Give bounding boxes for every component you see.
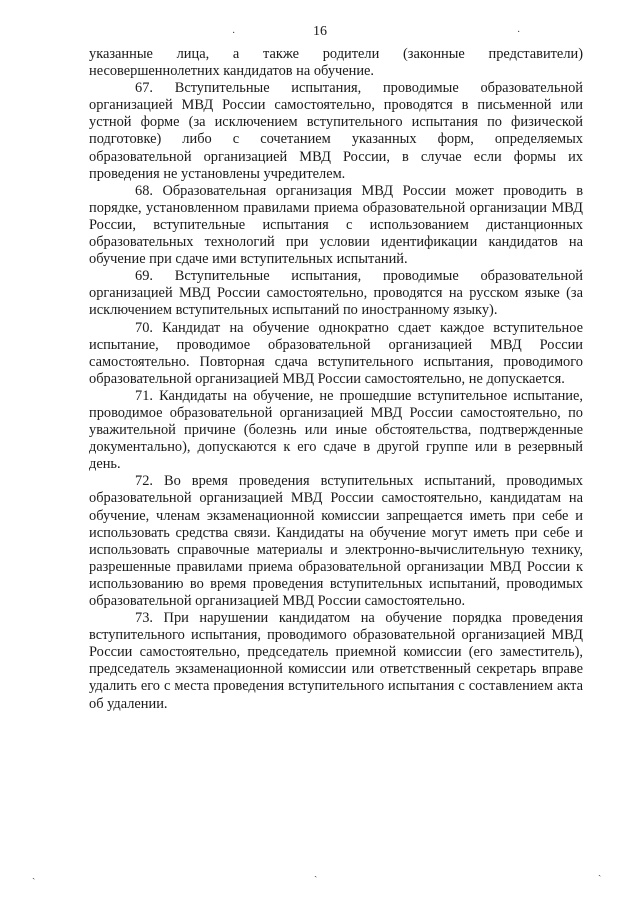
- paragraph-71: 71. Кандидаты на обучение, не прошедшие вступительное испытание, проводимое образовательной организацией МВД России самостоятельно, по уважительной причине (болезнь или иные обстоятельства, подтвержденные документально), допускаются к его сдаче в другой группе или в резервный день.: [89, 387, 583, 473]
- page-number: 16: [313, 24, 327, 39]
- paragraph-68: 68. Образовательная организация МВД России может проводить в порядке, установленном правилами приема образовательной организации МВД России, вступительные испытания с использованием дистанционных образовательных технологий при условии идентификации кандидатов на обучение при сдаче ими вступительных испытаний.: [89, 182, 583, 268]
- scan-speck: ˏ: [32, 869, 36, 880]
- scan-speck: ˏ: [314, 867, 318, 878]
- paragraph-72: 72. Во время проведения вступительных испытаний, проводимых образовательной организацией МВД России самостоятельно, кандидатам на обучение, членам экзаменационной комиссии запрещается иметь при себе и использовать средства связи. Кандидаты на обучение могут иметь при себе и использовать справочные материалы и электронно-вычислительную технику, разрешенные правилами приема образовательной организации МВД России к использованию во время проведения вступительных испытаний, проводимых образовательной организацией МВД России самостоятельно.: [89, 473, 583, 609]
- document-body: [89, 46, 583, 713]
- paragraph-70: 70. Кандидат на обучение однократно сдает каждое вступительное испытание, проводимое образовательной организацией МВД России самостоятельно. Повторная сдача вступительного испытания, проводимого образовательной организацией МВД России самостоятельно, не допускается.: [89, 319, 583, 387]
- paragraph-73: 73. При нарушении кандидатом на обучение порядка проведения вступительного испытания, проводимого образовательной организацией МВД России самостоятельно, председатель приемной комиссии (его заместитель), председатель экзаменационной комиссии или ответственный секретарь вправе удалить его с места проведения вступительного испытания с составлением акта об удалении.: [89, 610, 583, 712]
- scan-speck: ·: [517, 27, 521, 38]
- paragraph-69: 69. Вступительные испытания, проводимые образовательной организацией МВД России самостоятельно, проводятся на русском языке (за исключением вступительных испытаний по иностранному языку).: [89, 268, 583, 319]
- scan-speck: ˏ: [598, 866, 602, 877]
- paragraph-continuation: указанные лица, а также родители (законные представители) несовершеннолетних кандидатов на обучение.: [89, 46, 583, 80]
- paragraph-67: 67. Вступительные испытания, проводимые образовательной организацией МВД России самостоятельно, проводятся в письменной или устной форме (за исключением вступительного испытания по физической подготовке) либо с сочетанием указанных форм, определяемых образовательной организацией МВД России, в случае если формы их проведения не установлены учредителем.: [89, 80, 583, 182]
- scan-speck: ·: [232, 28, 236, 39]
